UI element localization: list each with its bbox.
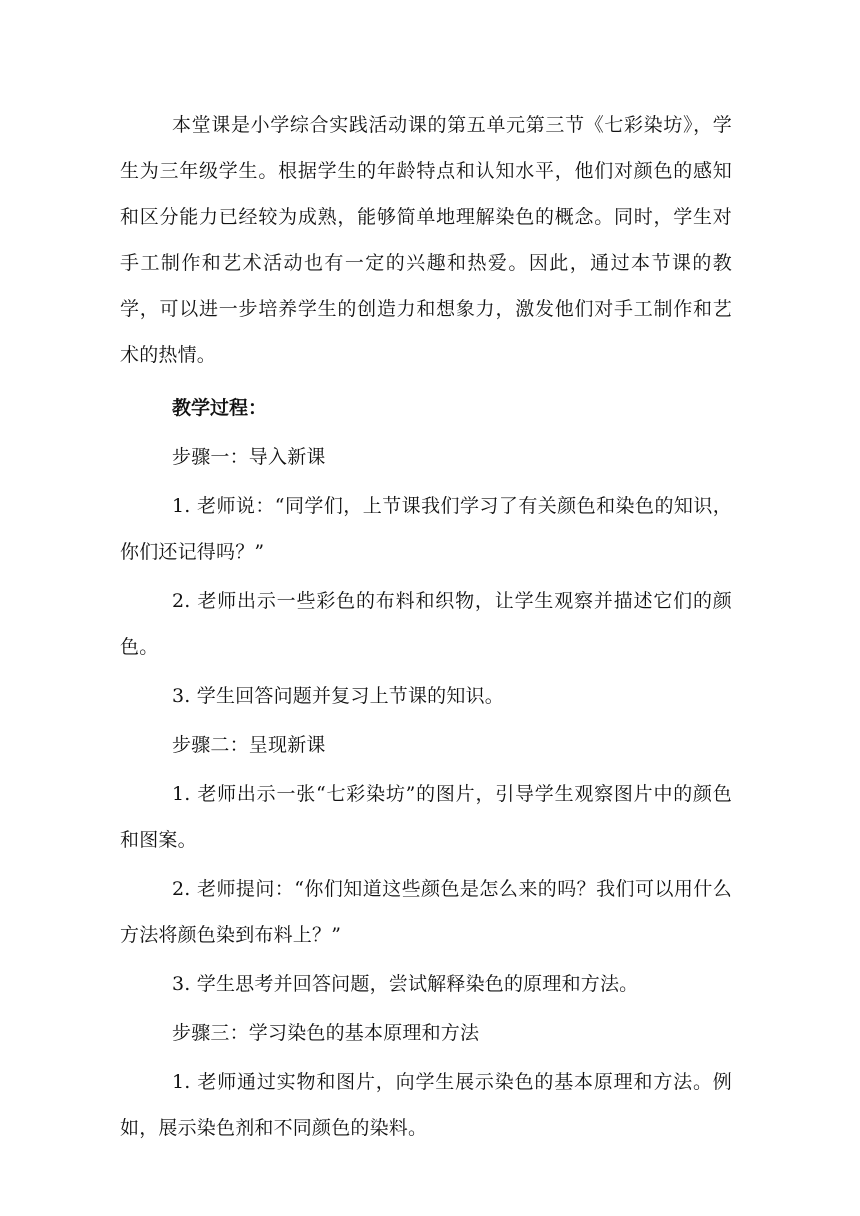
step-1-item-3: 3. 学生回答问题并复习上节课的知识。 [172, 685, 504, 707]
document-content [120, 102, 732, 1151]
intro-paragraph: 本堂课是小学综合实践活动课的第五单元第三节《七彩染坊》，学生为三年级学生。根据学生的年龄特点和认知水平，他们对颜色的感知和区分能力已经较为成熟，能够简单地理解染色的概念。同时，学生对手工制作和艺术活动也有一定的兴趣和热爱。因此，通过本节课的教学，可以进一步培养学生的创造力和想象力，激发他们对手工制作和艺术的热情。 [120, 114, 732, 366]
step-1-item-1: 1. 老师说：“同学们，上节课我们学习了有关颜色和染色的知识，你们还记得吗？” [120, 495, 732, 563]
step-2-title: 步骤二：呈现新课 [172, 734, 326, 756]
step-2-item-3: 3. 学生思考并回答问题，尝试解释染色的原理和方法。 [172, 973, 639, 995]
step-3-title: 步骤三：学习染色的基本原理和方法 [172, 1022, 480, 1044]
paragraph-spacer [120, 378, 732, 385]
step-1-item-2: 2. 老师出示一些彩色的布料和织物，让学生观察并描述它们的颜色。 [120, 590, 732, 658]
step-3-item-1: 1. 老师通过实物和图片，向学生展示染色的基本原理和方法。例如，展示染色剂和不同颜色的染料。 [120, 1071, 732, 1139]
step-2-item-1: 1. 老师出示一张“七彩染坊”的图片，引导学生观察图片中的颜色和图案。 [120, 783, 732, 851]
section-heading: 教学过程： [172, 397, 268, 419]
step-1-title: 步骤一：导入新课 [172, 446, 326, 468]
step-2-item-2: 2. 老师提问：“你们知道这些颜色是怎么来的吗？我们可以用什么方法将颜色染到布料上？” [120, 878, 732, 946]
